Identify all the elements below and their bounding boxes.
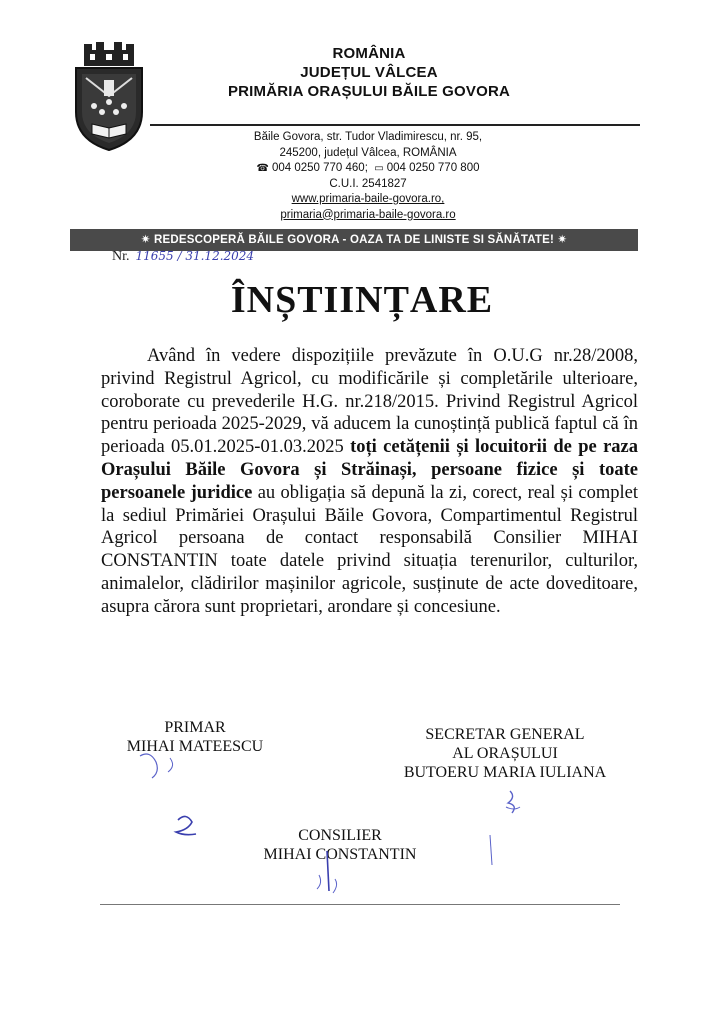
body-part-2: au obligația să depună la zi, corect, real și complet la sediul Primăriei Orașului Băile Govora, Compartimentul Registrul Agricol persoana de contact responsabilă Consilier MIHAI CONSTANTIN toate datele privind situația terenurilor, culturilor, animalelor, clădirilor mașinilor agricole, susținute de acte doveditoare, asupra cărora sunt proprietari, arondare și concesiune. — [101, 482, 638, 617]
cui-line: C.U.I. 2541827 — [329, 177, 407, 190]
phone-icon: ☎ — [256, 163, 269, 174]
secretar-role-2: AL ORAȘULUI — [452, 745, 558, 762]
body-bold: toți cetățenii și locuitorii de pe raza Orașului Băile Govora și Străinași, persoane fizice și toate persoanele juridice — [101, 437, 638, 503]
address-line-1: Băile Govora, str. Tudor Vladimirescu, nr. 95, — [253, 131, 483, 143]
body-part-1: Având în vedere dispozițiile prevăzute în O.U.G nr.28/2008, privind Registrul Agricol, cu modificările și completările ulterioare, coroborate cu prevederile H.G. nr.218/2015. Privind Registrul Agricol pentru perioada 2025-2029, vă aducem la cunoștință publică faptul că în perioada 05.01.2025-01.03.2025 — [101, 346, 638, 458]
secretar-signature-mark — [480, 785, 540, 870]
registration-number — [112, 249, 254, 265]
notice-paragraph — [101, 345, 638, 619]
motto-banner: ✷ REDESCOPERĂ BĂILE GOVORA - OAZA TA DE LINISTE SI SĂNĂTATE! ✷ — [70, 229, 638, 251]
letterhead — [150, 44, 588, 101]
address-line-2: 245200, județul Vâlcea, ROMÂNIA — [279, 146, 457, 159]
primar-signature-mark — [130, 748, 210, 843]
primar-role: PRIMAR — [164, 719, 226, 736]
notice-body — [101, 345, 638, 619]
fax-icon: ▭ — [374, 163, 384, 174]
footer-divider — [100, 904, 620, 905]
phone-fax-row — [210, 161, 526, 177]
website-link[interactable]: www.primaria-baile-govora.ro, — [291, 193, 445, 205]
institution-name: PRIMĂRIA ORAȘULUI BĂILE GOVORA — [227, 83, 511, 100]
header-divider — [150, 124, 640, 126]
secretar-name: BUTOERU MARIA IULIANA — [403, 764, 607, 781]
secretar-role-1: SECRETAR GENERAL — [425, 726, 585, 743]
signature-secretar — [380, 725, 630, 782]
registration-handwritten: 11655 / 31.12.2024 — [135, 249, 255, 263]
consilier-role: CONSILIER — [298, 827, 382, 844]
consilier-signature-mark — [305, 845, 355, 905]
phone-number: 004 0250 770 460; — [271, 162, 368, 174]
email-link[interactable]: primaria@primaria-baile-govora.ro — [280, 208, 456, 221]
country-name: ROMÂNIA — [332, 45, 406, 62]
contact-block — [210, 130, 526, 223]
county-name: JUDEȚUL VÂLCEA — [300, 64, 438, 81]
page-title: ÎNȘTIINȚARE — [230, 279, 494, 321]
fax-number: 004 0250 770 800 — [386, 162, 480, 174]
consilier-name: MIHAI CONSTANTIN — [263, 846, 417, 863]
registration-label: Nr. — [112, 249, 130, 264]
coat-of-arms-icon — [72, 40, 146, 152]
primar-name: MIHAI MATEESCU — [126, 738, 264, 755]
